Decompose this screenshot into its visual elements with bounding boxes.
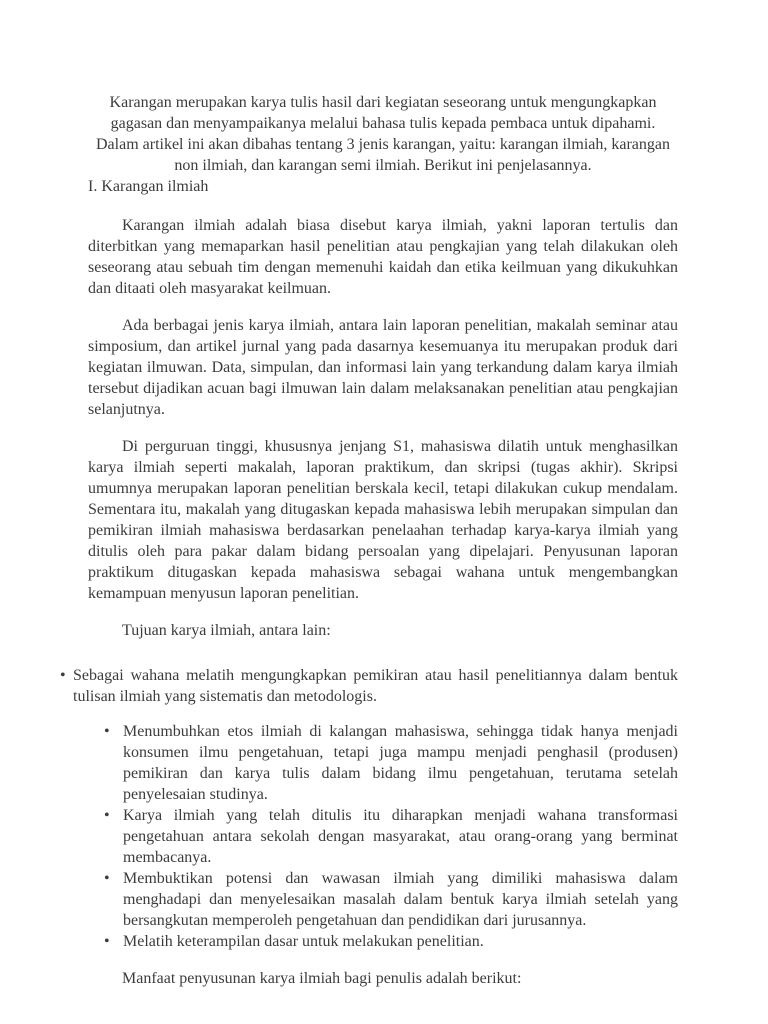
sub-bullet-text: Menumbuhkan etos ilmiah di kalangan mahasiswa, sehingga tidak hanya menjadi konsumen ilmu pengetahuan, tetapi juga mampu menjadi penghasil (produsen) pemikiran dan karya tulis dalam bidang ilmu pengetahuan, terutama setelah penyelesaian studinya. (123, 723, 678, 803)
list-item (103, 868, 678, 931)
list-item (103, 805, 678, 868)
sub-bullet-text: Melatih keterampilan dasar untuk melakukan penelitian. (123, 933, 484, 950)
sub-bullet-list (88, 721, 678, 952)
manfaat-lead-line: Manfaat penyusunan karya ilmiah bagi penulis adalah berikut: (122, 970, 522, 987)
bullet-icon: • (104, 807, 110, 824)
tujuan-lead-line: Tujuan karya ilmiah, antara lain: (122, 622, 331, 639)
section-heading: I. Karangan ilmiah (88, 178, 209, 195)
body-paragraph-definition: Karangan ilmiah adalah biasa disebut karya ilmiah, yakni laporan tertulis dan diterbitkan yang memaparkan hasil penelitian atau pengkajian yang telah dilakukan oleh seseorang atau sebuah tim dengan memenuhi kaidah dan etika keilmuan yang dikukuhkan dan ditaati oleh masyarakat keilmuan. (88, 217, 678, 297)
body-paragraph-university: Di perguruan tinggi, khususnya jenjang S1, mahasiswa dilatih untuk menghasilkan karya ilmiah seperti makalah, laporan praktikum, dan skripsi (tugas akhir). Skripsi umumnya merupakan laporan penelitian berskala kecil, tetapi dilakukan cukup mendalam. Sementara itu, makalah yang ditugaskan kepada mahasiswa lebih merupakan simpulan dan pemikiran ilmiah mahasiswa berdasarkan penelaahan terhadap karya-karya ilmiah yang ditulis oleh para pakar dalam bidang persoalan yang dipelajari. Penyusunan laporan praktikum ditugaskan kepada mahasiswa sebagai wahana untuk mengembangkan kemampuan menyusun laporan penelitian. (88, 438, 678, 602)
sub-bullet-text: Membuktikan potensi dan wawasan ilmiah yang dimiliki mahasiswa dalam menghadapi dan menyelesaikan masalah dalam bentuk karya ilmiah setelah yang bersangkutan memperoleh pengetahuan dan pendidikan dari jurusannya. (123, 870, 678, 929)
primary-bullet-item (60, 665, 678, 707)
list-item (103, 931, 678, 952)
bullet-icon: • (104, 933, 110, 950)
list-item (103, 721, 678, 805)
body-paragraph-types: Ada berbagai jenis karya ilmiah, antara lain laporan penelitian, makalah seminar atau simposium, dan artikel jurnal yang pada dasarnya kesemuanya itu merupakan produk dari kegiatan ilmuwan. Data, simpulan, dan informasi lain yang terkandung dalam karya ilmiah tersebut dijadikan acuan bagi ilmuwan lain dalam melaksanakan penelitian atau pengkajian selanjutnya. (88, 317, 678, 418)
bullet-icon: • (104, 870, 110, 887)
primary-bullet-text: Sebagai wahana melatih mengungkapkan pemikiran atau hasil penelitiannya dalam bentuk tulisan ilmiah yang sistematis dan metodologis. (73, 667, 678, 705)
bullet-icon: • (60, 667, 66, 684)
sub-bullet-text: Karya ilmiah yang telah ditulis itu diharapkan menjadi wahana transformasi pengetahuan antara sekolah dengan masyarakat, atau orang-orang yang berminat membacanya. (123, 807, 678, 866)
bullet-icon: • (104, 723, 110, 740)
intro-paragraph: Karangan merupakan karya tulis hasil dari kegiatan seseorang untuk mengungkapkan gagasan dan menyampaikanya melalui bahasa tulis kepada pembaca untuk dipahami. Dalam artikel ini akan dibahas tentang 3 jenis karangan, yaitu: karangan ilmiah, karangan non ilmiah, dan karangan semi ilmiah. Berikut ini penjelasannya. (95, 94, 670, 174)
